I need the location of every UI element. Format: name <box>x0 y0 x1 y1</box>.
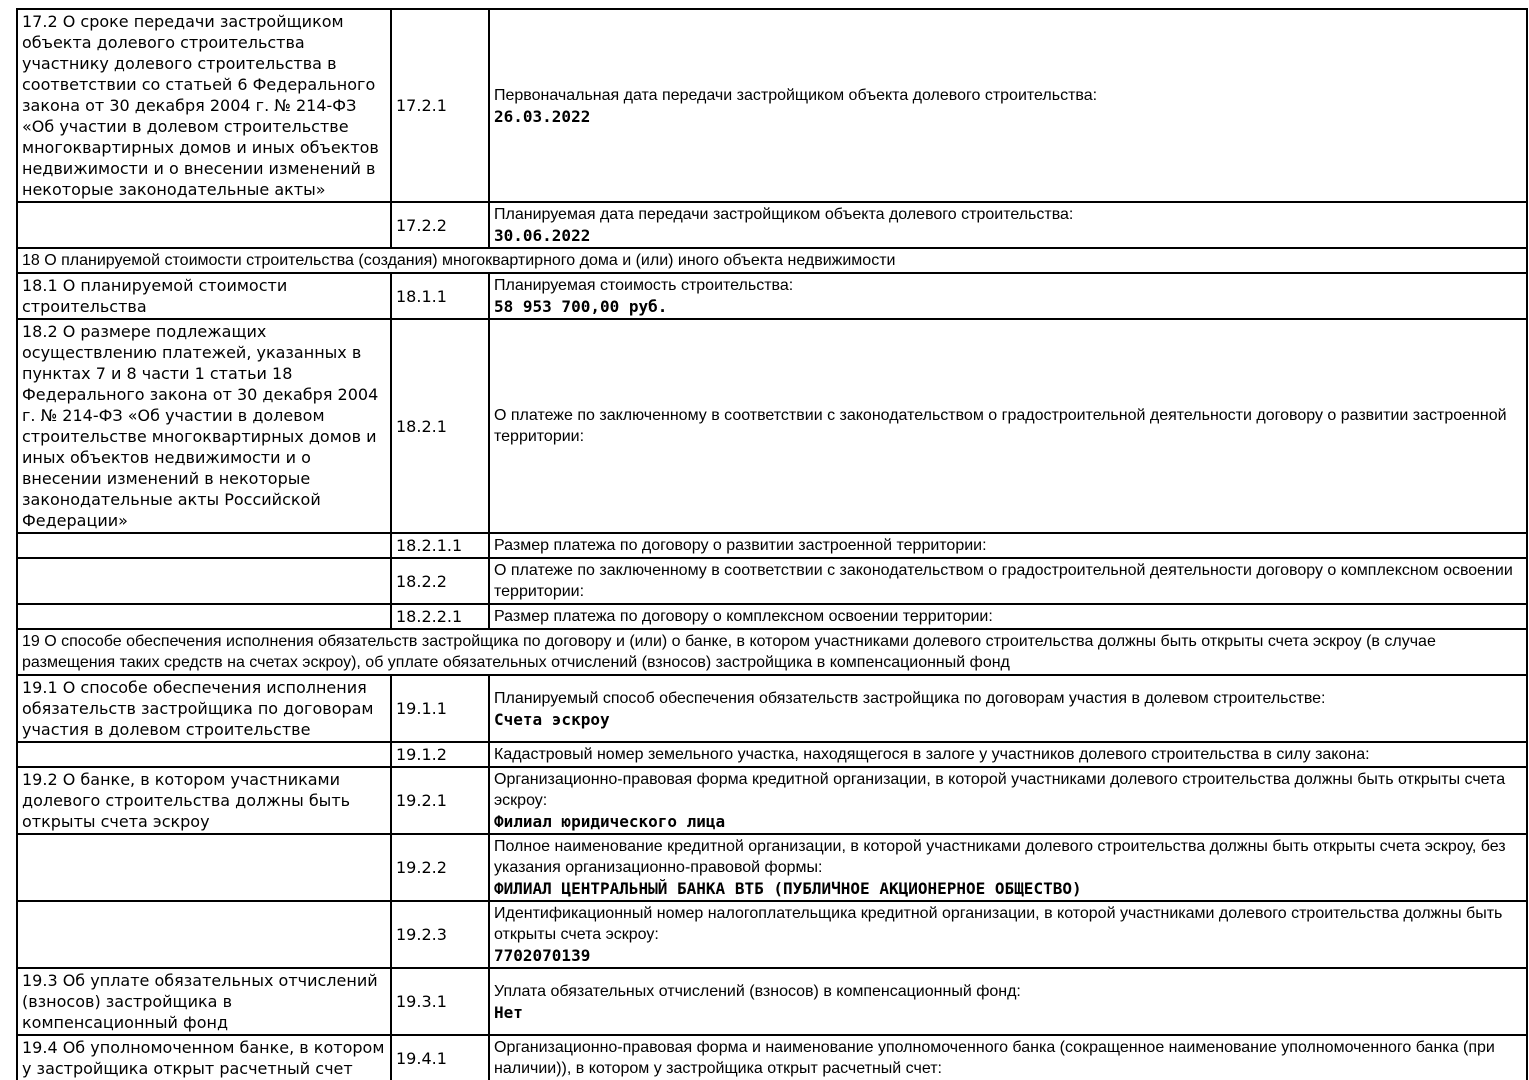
field-label: Планируемая дата передачи застройщиком объекта долевого строительства: <box>494 206 1074 223</box>
row-number-cell: 19.2.2 <box>391 834 489 901</box>
row-topic-cell: 18.1 О планируемой стоимости строительства <box>17 273 391 319</box>
row-topic-cell <box>17 533 391 558</box>
row-topic-cell: 19.3 Об уплате обязательных отчислений (взносов) застройщика в компенсационный фонд <box>17 968 391 1035</box>
row-number-cell: 18.2.2.1 <box>391 604 489 629</box>
row-number-cell: 18.2.2 <box>391 558 489 604</box>
row-number-cell: 19.3.1 <box>391 968 489 1035</box>
row-topic-cell <box>17 558 391 604</box>
row-number-cell: 17.2.1 <box>391 9 489 202</box>
field-label: Первоначальная дата передачи застройщиком объекта долевого строительства: <box>494 86 1098 104</box>
field-label: Полное наименование кредитной организации, в которой участниками долевого строительства должны быть открыты счета эскроу, без указания организационно-правовой формы: <box>494 838 1506 876</box>
row-content-cell <box>489 767 1527 834</box>
row-content-cell <box>489 273 1527 319</box>
field-label: Планируемый способ обеспечения обязательств застройщика по договорам участия в долевом строительстве: <box>494 689 1326 707</box>
field-value: Нет <box>494 1002 523 1022</box>
field-label: О платеже по заключенному в соответствии с законодательством о градостроительной деятельности договору о комплексном освоении территории: <box>494 562 1513 600</box>
section-title: 19 О способе обеспечения исполнения обязательств застройщика по договору и (или) о банке, в котором участниками долевого строительства должны быть открыты счета эскроу (в случае размещения таких средств на счетах эскроу), об уплате обязательных отчислений (взносов) застройщика в компенсационный фонд <box>17 629 1527 675</box>
table-row <box>17 834 1527 901</box>
table-row <box>17 968 1527 1035</box>
field-value: 30.06.2022 <box>494 226 591 245</box>
table-row <box>17 901 1527 968</box>
field-label: Организационно-правовая форма кредитной организации, в которой участниками долевого строительства должны быть открыты счета эскроу: <box>494 771 1506 809</box>
row-topic-cell: 19.4 Об уполномоченном банке, в котором у застройщика открыт расчетный счет <box>17 1035 391 1080</box>
row-content-cell <box>489 968 1527 1035</box>
section-header-row <box>17 248 1527 273</box>
row-content-cell <box>489 1035 1527 1080</box>
field-value: Счета эскроу <box>494 709 610 729</box>
row-number-cell: 18.2.1 <box>391 319 489 533</box>
row-number-cell: 19.4.1 <box>391 1035 489 1080</box>
field-label: Размер платежа по договору о развитии застроенной территории: <box>494 537 987 554</box>
table-row <box>17 9 1527 202</box>
row-number-cell: 19.2.1 <box>391 767 489 834</box>
row-topic-cell <box>17 604 391 629</box>
table-row <box>17 273 1527 319</box>
row-number-cell: 18.2.1.1 <box>391 533 489 558</box>
row-content-cell <box>489 533 1527 558</box>
table-row <box>17 675 1527 742</box>
field-value: Филиал юридического лица <box>494 812 726 831</box>
row-content-cell <box>489 9 1527 202</box>
row-content-cell <box>489 604 1527 629</box>
table-body <box>17 9 1527 1080</box>
row-topic-cell <box>17 901 391 968</box>
field-label: Организационно-правовая форма и наименование уполномоченного банка (сокращенное наименование уполномоченного банка (при наличии)), в котором у застройщика открыт расчетный счет: <box>494 1039 1495 1077</box>
row-topic-cell: 19.1 О способе обеспечения исполнения обязательств застройщика по договорам участия в долевом строительстве <box>17 675 391 742</box>
field-label: Размер платежа по договору о комплексном освоении территории: <box>494 608 993 625</box>
field-value: 26.03.2022 <box>494 106 591 126</box>
row-content-cell <box>489 742 1527 767</box>
row-number-cell: 19.1.1 <box>391 675 489 742</box>
table-row <box>17 202 1527 248</box>
table-row <box>17 604 1527 629</box>
field-label: О платеже по заключенному в соответствии с законодательством о градостроительной деятельности договору о развитии застроенной территории: <box>494 407 1507 445</box>
row-number-cell: 19.2.3 <box>391 901 489 968</box>
section-title: 18 О планируемой стоимости строительства (создания) многоквартирного дома и (или) иного объекта недвижимости <box>17 248 1527 273</box>
row-content-cell <box>489 558 1527 604</box>
row-topic-cell: 18.2 О размере подлежащих осуществлению платежей, указанных в пунктах 7 и 8 части 1 статьи 18 Федерального закона от 30 декабря 2004 г. № 214-ФЗ «Об участии в долевом строительстве многоквартирных домов и иных объектов недвижимости и о внесении изменений в некоторые законодательные акты Российской Федерации» <box>17 319 391 533</box>
table-row <box>17 319 1527 533</box>
row-topic-cell <box>17 742 391 767</box>
table-row <box>17 1035 1527 1080</box>
row-number-cell: 17.2.2 <box>391 202 489 248</box>
field-value: 7702070139 <box>494 946 591 965</box>
row-topic-cell: 17.2 О сроке передачи застройщиком объекта долевого строительства участнику долевого строительства в соответствии со статьей 6 Федерального закона от 30 декабря 2004 г. № 214-ФЗ «Об участии в долевом строительстве многоквартирных домов и иных объектов недвижимости и о внесении изменений в некоторые законодательные акты» <box>17 9 391 202</box>
row-number-cell: 19.1.2 <box>391 742 489 767</box>
row-topic-cell <box>17 834 391 901</box>
table-row <box>17 767 1527 834</box>
table-row <box>17 742 1527 767</box>
project-declaration-table <box>16 8 1528 1080</box>
row-content-cell <box>489 675 1527 742</box>
row-topic-cell <box>17 202 391 248</box>
row-content-cell <box>489 319 1527 533</box>
field-label: Планируемая стоимость строительства: <box>494 277 794 294</box>
field-label: Идентификационный номер налогоплательщика кредитной организации, в которой участниками долевого строительства должны быть открыты счета эскроу: <box>494 905 1503 943</box>
row-topic-cell: 19.2 О банке, в котором участниками долевого строительства должны быть открыты счета эскроу <box>17 767 391 834</box>
table-row <box>17 533 1527 558</box>
field-value: 58 953 700,00 руб. <box>494 297 668 316</box>
row-content-cell <box>489 202 1527 248</box>
field-value: ФИЛИАЛ ЦЕНТРАЛЬНЫЙ БАНКА ВТБ (ПУБЛИЧНОЕ АКЦИОНЕРНОЕ ОБЩЕСТВО) <box>494 879 1082 898</box>
row-number-cell: 18.1.1 <box>391 273 489 319</box>
row-content-cell <box>489 901 1527 968</box>
row-content-cell <box>489 834 1527 901</box>
section-header-row <box>17 629 1527 675</box>
field-label: Уплата обязательных отчислений (взносов) в компенсационный фонд: <box>494 982 1021 1000</box>
field-label: Кадастровый номер земельного участка, находящегося в залоге у участников долевого строительства в силу закона: <box>494 746 1370 763</box>
table-row <box>17 558 1527 604</box>
